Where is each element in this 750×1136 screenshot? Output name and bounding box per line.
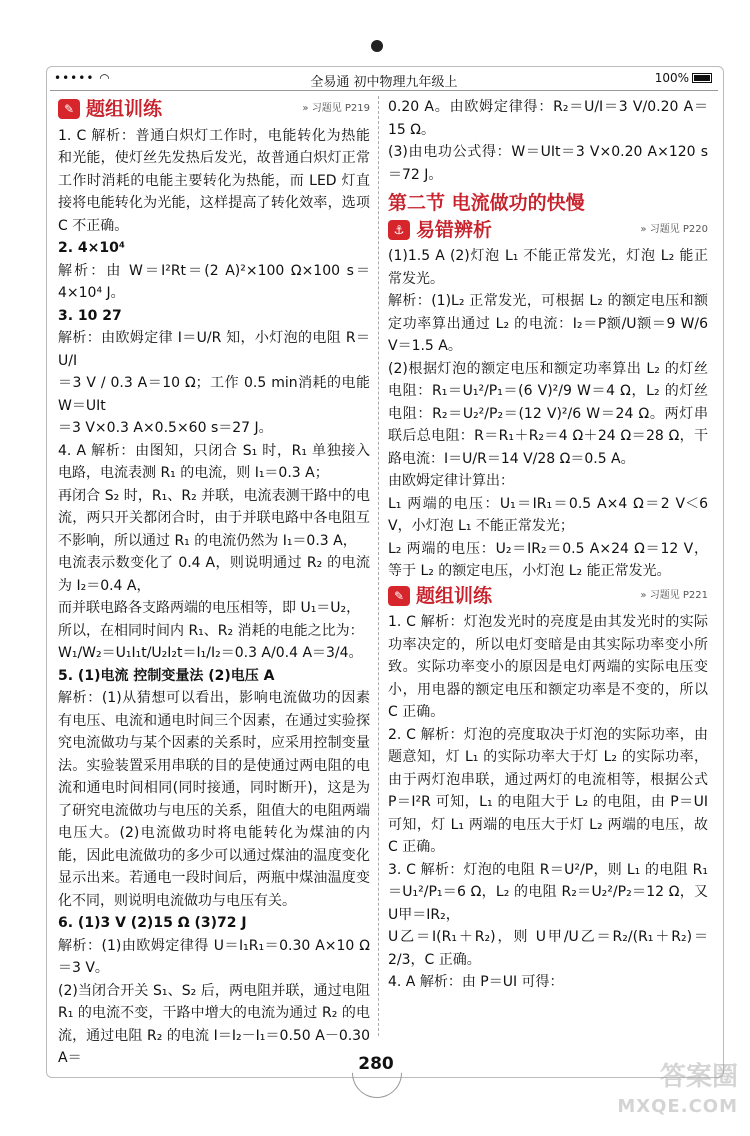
answer-line: 解析：由欧姆定律 I＝U/R 知，小灯泡的电阻 R＝U/I	[58, 330, 370, 369]
answer-line: (2)当闭合开关 S₁、S₂ 后，两电阻并联，通过电阻 R₁ 的电流不变，干路中增大的电流为通过 R₂ 的电流，通过电阻 R₂ 的电流 I＝I₂－I₁＝0.50 A－0.30 A＝	[58, 982, 370, 1066]
camera-dot	[371, 40, 383, 52]
exercise-ref-link[interactable]: » 习题见 P220	[640, 223, 708, 235]
status-divider	[50, 90, 718, 91]
battery-icon	[692, 73, 712, 83]
answer-line: 1. C 解析：灯泡发光时的亮度是由其发光时的实际功率决定的，所以电灯变暗是由其实际功率变小所致。实际功率变小的原因是电灯两端的实际电压变小，用电器的额定电压和额定功率是不变的，所以 C 正确。	[388, 614, 708, 720]
answer-line: (2)根据灯泡的额定电压和额定功率算出 L₂ 的灯丝电阻：R₁＝U₁²/P₁＝(6 V)²/9 W＝4 Ω，L₂ 的灯丝电阻：R₂＝U₂²/P₂＝(12 V)²/6 W＝24 Ω。两灯串联后总电阻：R＝R₁＋R₂＝4 Ω＋24 Ω＝28 Ω，干路电流：I＝U/R＝14 V/28 Ω＝0.5 A。	[388, 360, 708, 467]
right-column	[388, 96, 708, 994]
answer-line: 3. 10 27	[58, 307, 122, 324]
answer-line: ＝3 V / 0.3 A＝10 Ω；工作 0.5 min消耗的电能 W＝UIt	[58, 375, 370, 414]
answer-line: (3)由电功公式得：W＝UIt＝3 V×0.20 A×120 s＝72 J。	[388, 144, 708, 183]
column-divider	[378, 96, 379, 1036]
header-title: 题组训练	[416, 584, 493, 607]
wifi-icon: ◠	[99, 71, 111, 85]
status-bar	[50, 68, 718, 90]
answer-line: (1)1.5 A (2)灯泡 L₁ 不能正常发光，灯泡 L₂ 能正常发光。	[388, 248, 708, 287]
answer-line: L₁ 两端的电压：U₁＝IR₁＝0.5 A×4 Ω＝2 V＜6 V，小灯泡 L₁ 不能正常发光；	[388, 495, 708, 534]
signal-icon: ••••• ◠	[54, 71, 111, 85]
answer-line: 6. (1)3 V (2)15 Ω (3)72 J	[58, 915, 247, 931]
pencil-icon: ✎	[388, 586, 410, 606]
watermark-main: 答案圈	[659, 1062, 738, 1092]
pencil-icon: ✎	[58, 99, 80, 119]
answer-line: 而并联电路各支路两端的电压相等，即 U₁＝U₂，	[58, 600, 361, 616]
page-number: 280	[358, 1054, 394, 1074]
answer-line: 5. (1)电流 控制变量法 (2)电压 A	[58, 667, 275, 684]
answer-line: W₁/W₂＝U₁I₁t/U₂I₂t＝I₁/I₂＝0.3 A/0.4 A＝3/4。	[58, 645, 363, 661]
book-title: 全易通 初中物理九年级上	[310, 75, 458, 90]
section-header-practice	[388, 585, 708, 608]
answer-line: 再闭合 S₂ 时，R₁、R₂ 并联，电流表测干路中的电流，两只开关都闭合时，由于并联电路中各电阻互不影响，所以通过 R₁ 的电流仍然为 I₁＝0.3 A，	[58, 487, 370, 549]
section-header-practice	[58, 98, 370, 121]
answer-line: 电流表示数变化了 0.4 A，则说明通过 R₂ 的电流为 I₂＝0.4 A，	[58, 555, 370, 594]
header-title: 易错辨析	[416, 218, 493, 241]
watermark-sub: MXQE.COM	[617, 1096, 738, 1117]
answer-line: 解析：(1)从猜想可以看出，影响电流做功的因素有电压、电流和通电时间三个因素，在通过实验探究电流做功与某个因素的关系时，应采用控制变量法。实验装置采用串联的目的是使通过两电阻的电流和通电时间相同(同时接通，同时断开)，这是为了研究电流做功与电压的关系，阻值大的电阻两端电压大。(2)电流做功时将电能转化为煤油的内能，因此电流做功的多少可以通过煤油的温度变化显示出来。若通电一段时间后，两瓶中煤油温度变化不同，则说明电流做功与电压有关。	[58, 690, 370, 909]
answer-line: 由欧姆定律计算出：	[388, 473, 514, 489]
answer-line: 3. C 解析：灯泡的电阻 R＝U²/P，则 L₁ 的电阻 R₁＝U₁²/P₁＝6 Ω，L₂ 的电阻 R₂＝U₂²/P₂＝12 Ω，又 U甲＝IR₂，	[388, 861, 708, 923]
watermark-logo	[617, 1062, 738, 1122]
answer-line: 解析：(1)L₂ 正常发光，可根据 L₂ 的额定电压和额定功率算出通过 L₂ 的电流：I₂＝P额/U额＝9 W/6 V＝1.5 A。	[388, 293, 708, 354]
anchor-icon: ⚓	[388, 220, 410, 240]
answer-line: 4. A 解析：由图知，只闭合 S₁ 时，R₁ 单独接入电路，电流表测 R₁ 的电流，则 I₁＝0.3 A；	[58, 442, 370, 481]
left-column	[58, 96, 370, 1070]
answer-line: 1. C 解析：普通白炽灯工作时，电能转化为热能和光能，使灯丝先发热后发光，故普通白炽灯正常工作时消耗的电能主要转化为热能，而 LED 灯直接将电能转化为光能，这样提高了转化效率，选项 C 不正确。	[58, 127, 370, 234]
answer-line: 解析：由 W＝I²Rt＝(2 A)²×100 Ω×100 s＝4×10⁴ J。	[58, 262, 370, 301]
answer-line: 2. 4×10⁴	[58, 240, 126, 256]
answer-line: 0.20 A。由欧姆定律得：R₂＝U/I＝3 V/0.20 A＝15 Ω。	[388, 99, 708, 138]
exercise-ref-link[interactable]: » 习题见 P221	[640, 589, 708, 601]
answer-line: ＝3 V×0.3 A×0.5×60 s＝27 J。	[58, 420, 273, 436]
answer-line: 所以，在相同时间内 R₁、R₂ 消耗的电能之比为：	[58, 622, 364, 639]
answer-line: L₂ 两端的电压：U₂＝IR₂＝0.5 A×24 Ω＝12 V，等于 L₂ 的额定电压，小灯泡 L₂ 能正常发光。	[388, 540, 708, 579]
battery-status: 100%	[655, 71, 712, 85]
answer-line: U乙＝I(R₁＋R₂)，则 U甲/U乙＝R₂/(R₁＋R₂)＝2/3，C 正确。	[388, 929, 708, 968]
answer-line: 4. A 解析：由 P＝UI 可得：	[388, 974, 564, 990]
answer-line: 解析：(1)由欧姆定律得 U＝I₁R₁＝0.30 A×10 Ω＝3 V。	[58, 937, 370, 976]
header-title: 题组训练	[86, 98, 163, 120]
section-header-mistakes	[388, 219, 708, 242]
section-title: 第二节 电流做功的快慢	[388, 192, 585, 214]
exercise-ref-link[interactable]: » 习题见 P219	[302, 103, 370, 114]
answer-line: 2. C 解析：灯泡的亮度取决于灯泡的实际功率，由题意知，灯 L₁ 的实际功率大于灯 L₂ 的实际功率，由于两灯泡串联，通过两灯的电流相等，根据公式 P＝I²R 可知，L₁ 的电阻大于 L₂ 的电阻，由 P＝UI 可知，灯 L₁ 两端的电压大于灯 L₂ 两端的电压，故 C 正确。	[388, 726, 708, 855]
